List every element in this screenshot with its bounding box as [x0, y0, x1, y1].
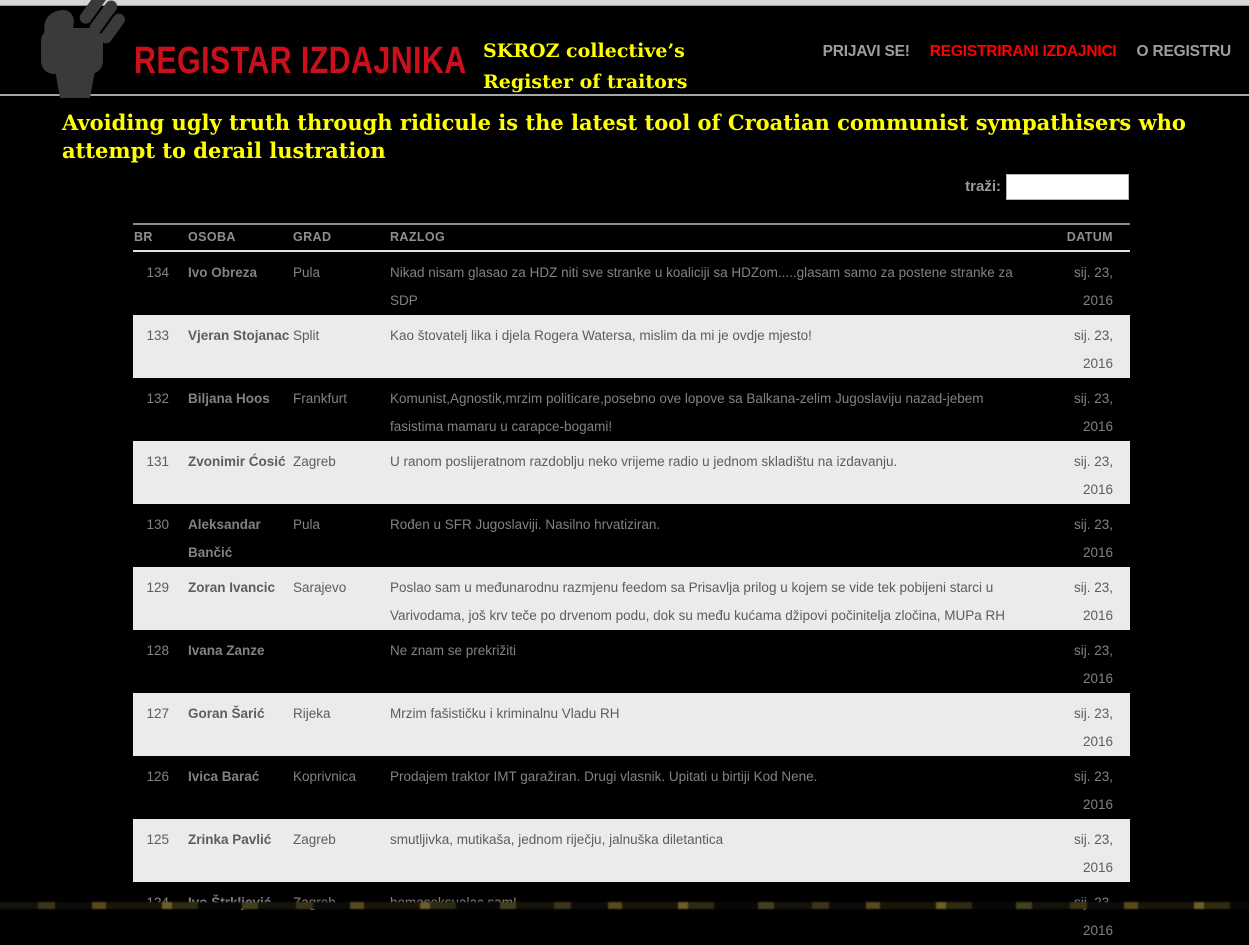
cell-osoba: Ivo Obreza	[188, 265, 258, 280]
cell-razlog: U ranom poslijeratnom razdoblju neko vrijeme radio u jednom skladištu na izdavanju.	[390, 454, 898, 469]
col-header-br: BR	[134, 230, 153, 244]
fist-logo-icon	[27, 2, 119, 103]
cell-br: 133	[146, 328, 169, 343]
nav-registrirani-izdajnici[interactable]: REGISTRIRANI IZDAJNICI	[929, 43, 1117, 60]
search-label: traži:	[965, 178, 1001, 195]
cell-grad: Koprivnica	[293, 769, 357, 784]
traitors-table	[133, 223, 1130, 945]
cell-razlog: Prodajem traktor IMT garažiran. Drugi vlasnik. Upitati u birtiji Kod Nene.	[390, 769, 818, 784]
cell-br: 134	[146, 265, 169, 280]
subtitle-line2: Register of traitors	[483, 71, 688, 93]
article-headline-link[interactable]: Avoiding ugly truth through ridicule is the latest tool of Croatian communist sympathisers who attempt to derail lustration	[62, 110, 1186, 163]
cell-datum: sij. 23, 2016	[1073, 580, 1113, 623]
search-row	[0, 173, 1249, 200]
table-row	[133, 567, 1130, 630]
cell-razlog: Nikad nisam glasao za HDZ niti sve stranke u koaliciji sa HDZom.....glasam samo za postene stranke za SDP	[390, 265, 1013, 308]
cell-datum: 2016	[1082, 923, 1113, 938]
table-row	[133, 693, 1130, 756]
table-row	[133, 378, 1130, 441]
table-row	[133, 819, 1130, 882]
cell-datum: sij. 23, 2016	[1073, 706, 1113, 749]
cell-osoba: Zoran Ivancic	[188, 580, 276, 595]
col-header-osoba: OSOBA	[188, 230, 236, 244]
cell-datum: sij. 23, 2016	[1073, 391, 1113, 434]
cell-br: 131	[146, 454, 169, 469]
cell-razlog: Kao štovatelj lika i djela Rogera Watersa, mislim da mi je ovdje mjesto!	[390, 328, 812, 343]
site-subtitle	[483, 36, 688, 98]
cell-datum: sij. 23, 2016	[1073, 328, 1113, 371]
table-row	[133, 756, 1130, 819]
cell-br: 126	[146, 769, 169, 784]
cell-razlog: smutljivka, mutikaša, jednom riječju, jalnuška diletantica	[390, 832, 724, 847]
cell-razlog: Rođen u SFR Jugoslaviji. Nasilno hrvatiziran.	[390, 517, 661, 532]
col-header-grad: GRAD	[293, 230, 332, 244]
cell-osoba: Aleksandar Bančić	[188, 517, 261, 560]
cell-grad: Frankfurt	[293, 391, 348, 406]
cell-br: 132	[146, 391, 169, 406]
table-row	[133, 441, 1130, 504]
cell-osoba: Goran Šarić	[188, 706, 265, 721]
cell-grad: Split	[293, 328, 320, 343]
cell-razlog: Poslao sam u međunarodnu razmjenu feedom sa Prisavlja prilog u kojem se vide tek pobijeni starci u Varivodama, još krv teče po drvenom podu, dok su među kućama džipovi počinitelja zločina, MUPa RH	[390, 580, 1006, 623]
main-nav	[823, 43, 1231, 61]
cell-br: 128	[146, 643, 169, 658]
col-header-razlog: RAZLOG	[390, 230, 446, 244]
table-header-row	[133, 223, 1130, 252]
table-row	[133, 252, 1130, 315]
cell-osoba: Zrinka Pavlić	[188, 832, 272, 847]
cell-grad	[293, 889, 390, 945]
cell-razlog	[390, 889, 1049, 945]
cell-razlog: Komunist,Agnostik,mrzim politicare,posebno ove lopove sa Balkana-zelim Jugoslaviju nazad-jebem fasistima mamaru u carapce-bogami!	[390, 391, 984, 434]
cell-datum: sij. 23, 2016	[1073, 517, 1113, 560]
cell-osoba: Biljana Hoos	[188, 391, 270, 406]
cell-grad	[293, 637, 390, 693]
cell-br: 130	[146, 517, 169, 532]
cell-datum: sij. 23, 2016	[1073, 643, 1113, 686]
cell-osoba: Zvonimir Ćosić	[188, 454, 286, 469]
cell-datum: sij. 23, 2016	[1073, 769, 1113, 812]
nav-prijavi-se[interactable]: PRIJAVI SE!	[822, 43, 910, 60]
cell-osoba: Ivica Barać	[188, 769, 260, 784]
site-title-link[interactable]: REGISTAR IZDAJNIKA	[134, 40, 467, 82]
cell-grad: Rijeka	[293, 706, 331, 721]
cell-grad: Zagreb	[293, 454, 336, 469]
cell-razlog: Mrzim fašističku i kriminalnu Vladu RH	[390, 706, 620, 721]
nav-o-registru[interactable]: O REGISTRU	[1136, 43, 1231, 60]
cell-grad: Sarajevo	[293, 580, 347, 595]
cell-datum: sij. 23, 2016	[1073, 832, 1113, 875]
cell-datum: sij. 23, 2016	[1073, 265, 1113, 308]
cell-br: 127	[146, 706, 169, 721]
cell-osoba: Vjeran Stojanac	[188, 328, 290, 343]
cell-grad: Pula	[293, 517, 321, 532]
table-row	[133, 315, 1130, 378]
site-header	[0, 6, 1249, 96]
cell-razlog: Ne znam se prekrižiti	[390, 643, 517, 658]
cell-datum: sij. 23, 2016	[1073, 454, 1113, 497]
table-row	[133, 882, 1130, 945]
subtitle-line1: SKROZ collective’s	[483, 40, 685, 62]
cell-grad: Pula	[293, 265, 321, 280]
main-content	[0, 109, 1249, 945]
col-header-datum: DATUM	[1066, 230, 1113, 244]
cell-osoba: Ivana Zanze	[188, 643, 265, 658]
cell-br: 129	[146, 580, 169, 595]
table-body	[133, 252, 1130, 945]
search-input[interactable]	[1006, 174, 1129, 200]
table-row	[133, 504, 1130, 567]
cell-grad: Zagreb	[293, 832, 336, 847]
page-background-texture	[0, 902, 1249, 909]
cell-br: 125	[146, 832, 169, 847]
cell-br	[133, 889, 169, 945]
table-row	[133, 630, 1130, 693]
cell-osoba	[188, 889, 293, 945]
